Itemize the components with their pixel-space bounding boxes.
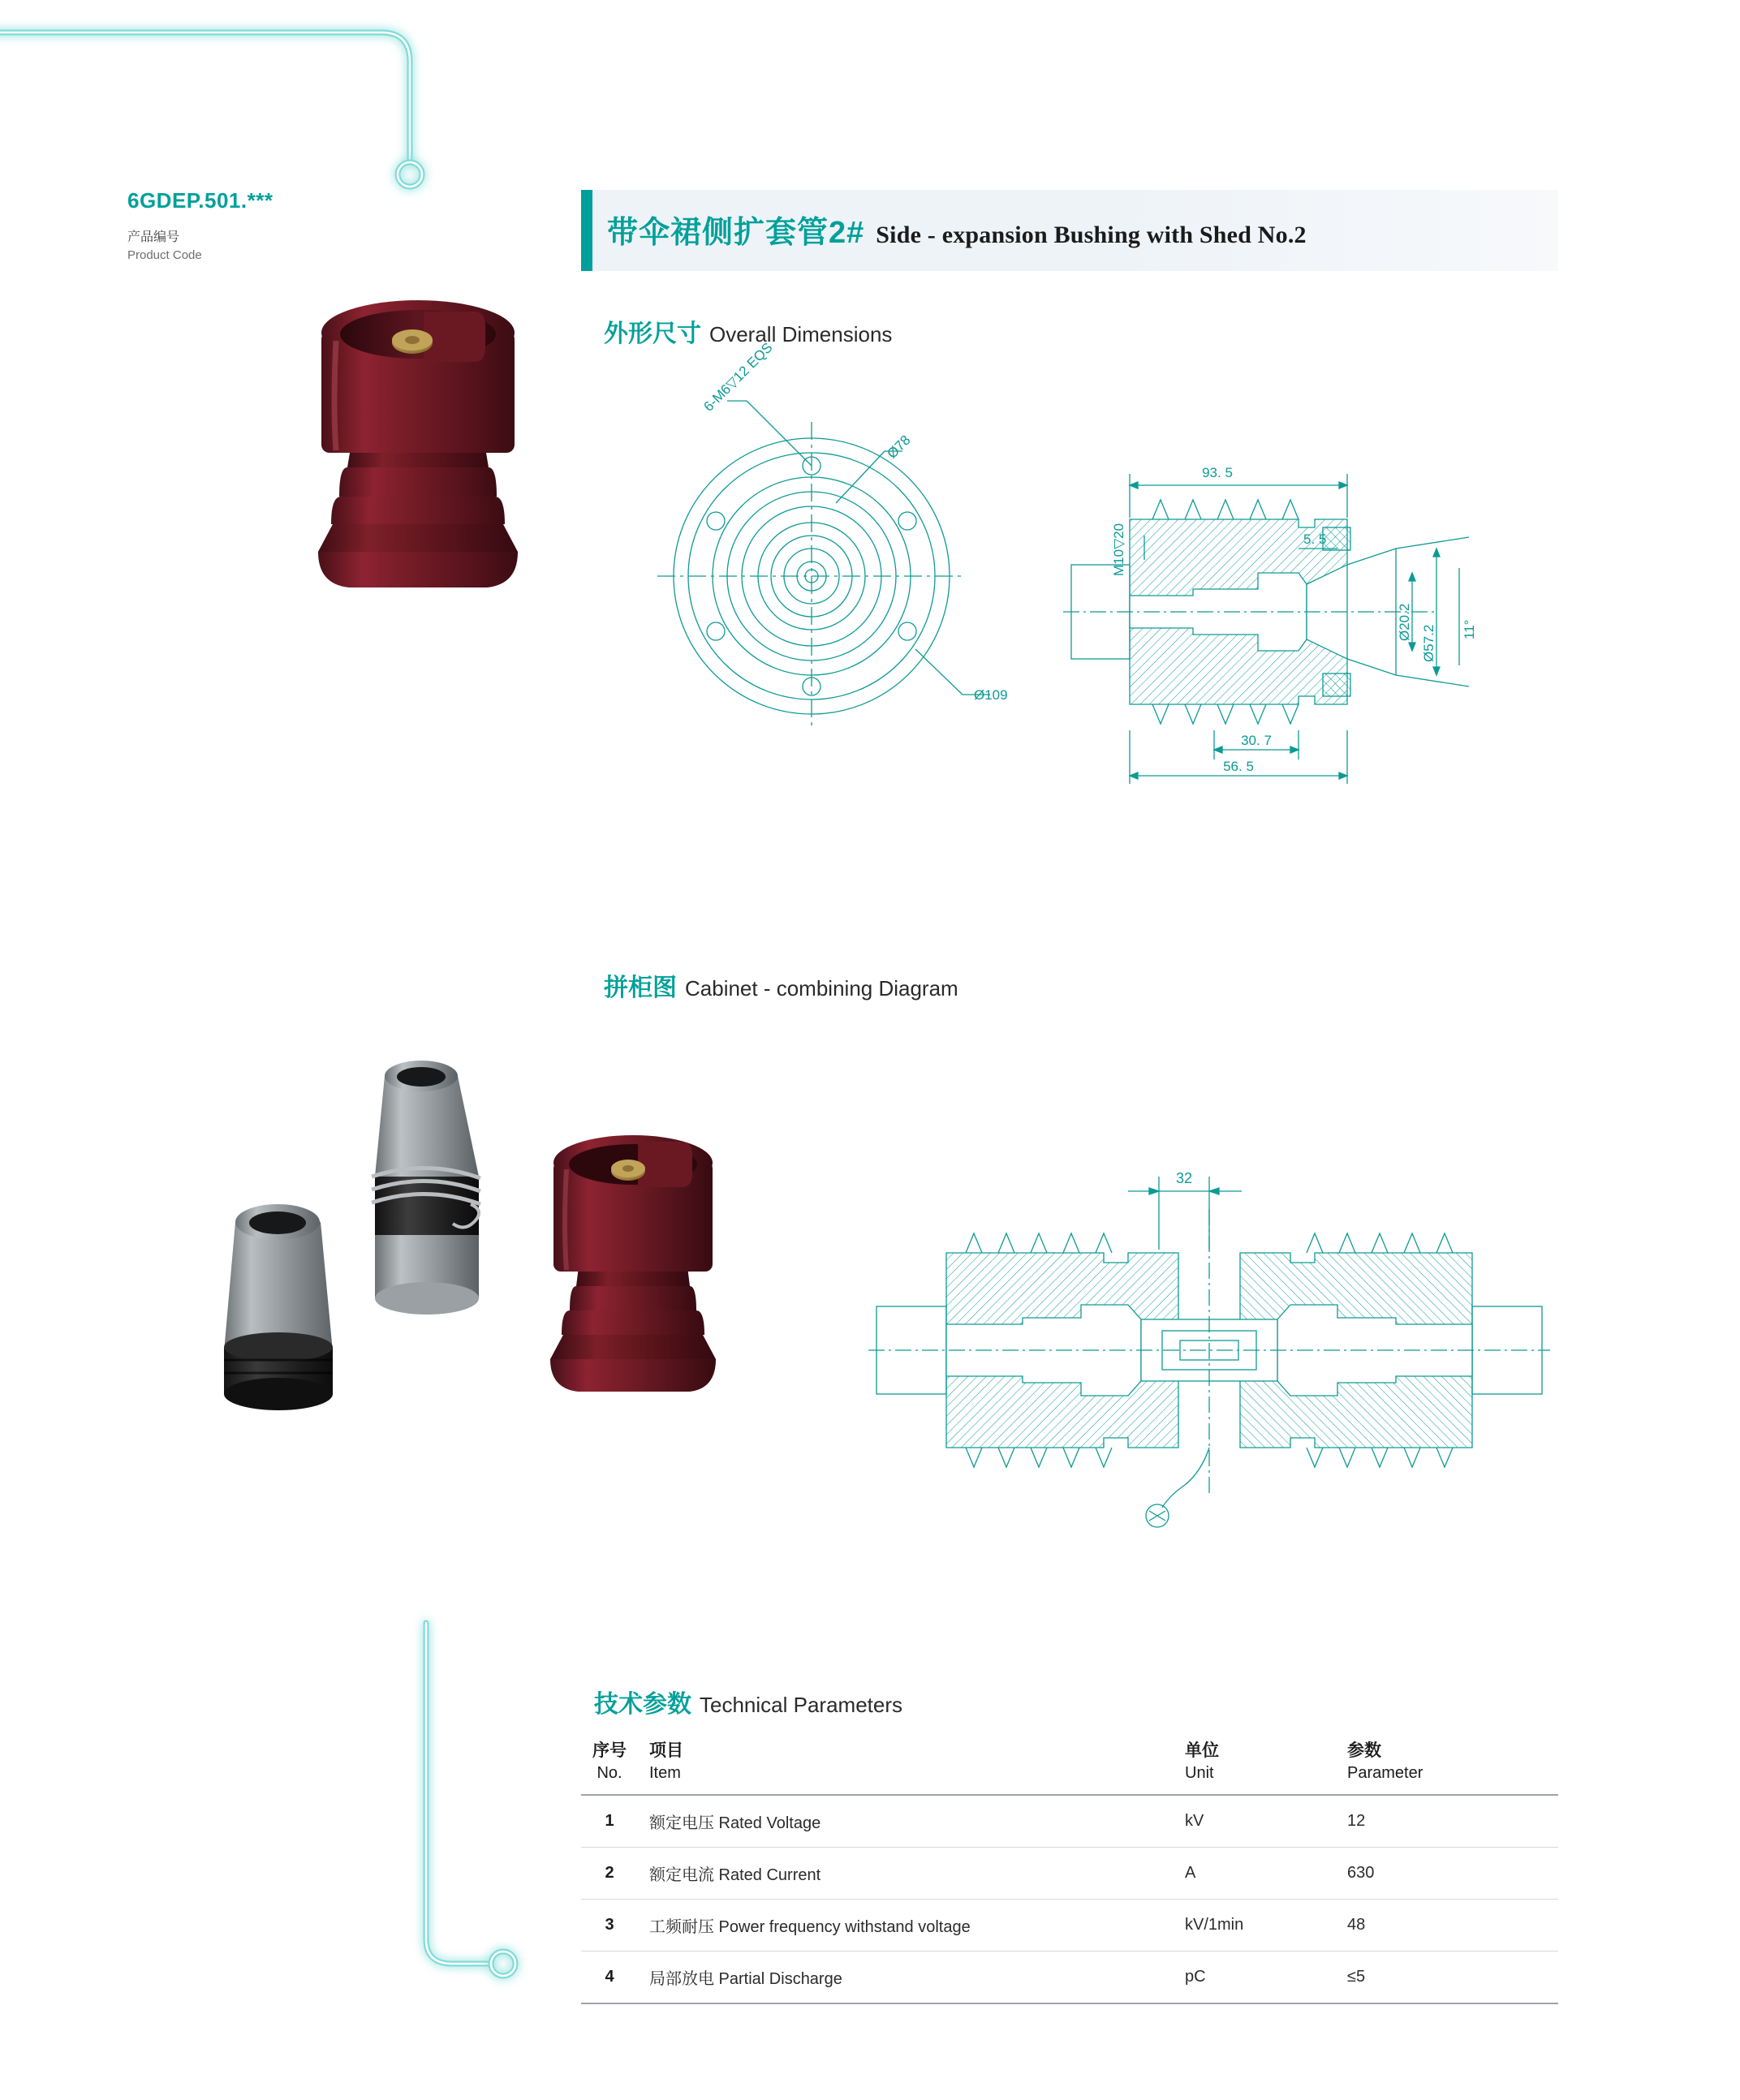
front-label-d109: Ø109 (974, 687, 1008, 703)
product-photo-main (300, 284, 536, 609)
product-photo-grey-connector-b (357, 1055, 495, 1347)
table-row (581, 1848, 1558, 1900)
table-cell-item: 局部放电 Partial Discharge (638, 1952, 1185, 2004)
table-row (581, 1900, 1558, 1952)
table-header-no-en: No. (597, 1764, 622, 1782)
table-cell-no: 3 (581, 1900, 638, 1952)
table-header-no-cn: 序号 (592, 1741, 627, 1760)
table-header-unit-cn: 单位 (1185, 1741, 1219, 1760)
table-cell-item: 工频耐压 Power frequency withstand voltage (638, 1900, 1185, 1952)
page-title-cn: 带伞裙侧扩套管2# (607, 216, 865, 250)
side-label-d57-2: Ø57.2 (1421, 624, 1436, 662)
table-cell-item: 额定电压 Rated Voltage (638, 1795, 1185, 1848)
technical-drawing-front-view (649, 339, 1039, 755)
table-header-item-cn: 项目 (649, 1741, 683, 1760)
section-heading-dimensions-cn: 外形尺寸 (604, 321, 701, 347)
side-label-5-5: 5. 5 (1303, 531, 1327, 547)
front-label-thread: 6-M6▽12 EQS (700, 339, 776, 415)
table-header-item-en: Item (649, 1764, 681, 1782)
section-heading-dimensions-en: Overall Dimensions (709, 322, 893, 346)
section-heading-parameters (594, 1684, 902, 1719)
side-label-30-7: 30. 7 (1241, 733, 1272, 748)
front-label-d78: Ø78 (884, 432, 914, 462)
section-heading-cabinet-en: Cabinet - combining Diagram (685, 976, 958, 1001)
table-header-parameter (1347, 1732, 1558, 1795)
table-cell-no: 4 (581, 1952, 638, 2004)
table-cell-no: 1 (581, 1795, 638, 1848)
table-cell-parameter: ≤5 (1347, 1952, 1558, 2004)
table-header-unit-en: Unit (1185, 1764, 1214, 1782)
table-cell-item: 额定电流 Rated Current (638, 1848, 1185, 1900)
decorative-glow-line-top (0, 8, 454, 187)
product-code-label-en: Product Code (127, 248, 202, 262)
product-code-label-cn: 产品编号 (127, 230, 180, 244)
table-cell-unit: kV/1min (1185, 1900, 1347, 1952)
table-cell-no: 2 (581, 1848, 638, 1900)
table-cell-parameter: 630 (1347, 1848, 1558, 1900)
header-accent-bar (581, 190, 592, 271)
product-photo-red-bushing-2 (536, 1116, 730, 1408)
table-header-item (638, 1732, 1185, 1795)
product-code-block (127, 188, 468, 262)
table-cell-unit: kV (1185, 1795, 1347, 1848)
technical-drawing-cabinet (860, 1144, 1558, 1550)
section-heading-cabinet (604, 967, 958, 1003)
decorative-glow-line-bottom (357, 1615, 560, 2020)
table-row (581, 1795, 1558, 1848)
product-photo-grey-connector-a (211, 1193, 345, 1420)
side-label-angle: 11° (1462, 619, 1477, 639)
table-header-parameter-en: Parameter (1347, 1764, 1423, 1782)
table-header-no (581, 1732, 638, 1795)
side-label-56-5: 56. 5 (1223, 759, 1254, 774)
cabinet-label-32: 32 (1175, 1170, 1193, 1186)
table-cell-unit: A (1185, 1848, 1347, 1900)
side-label-length: 93. 5 (1202, 465, 1233, 480)
technical-drawing-side-view (1055, 422, 1558, 811)
table-cell-parameter: 12 (1347, 1795, 1558, 1848)
table-cell-unit: pC (1185, 1952, 1347, 2004)
section-heading-dimensions (604, 313, 892, 349)
page-title-en: Side - expansion Bushing with Shed No.2 (876, 222, 1307, 248)
side-label-m10: M10▽20 (1111, 523, 1126, 576)
technical-parameters-table (581, 1732, 1558, 2004)
table-header-unit (1185, 1732, 1347, 1795)
table-row (581, 1952, 1558, 2004)
table-header-parameter-cn: 参数 (1347, 1741, 1381, 1760)
page-title (607, 207, 1307, 252)
section-heading-parameters-en: Technical Parameters (700, 1693, 902, 1717)
section-heading-parameters-cn: 技术参数 (594, 1691, 691, 1718)
table-cell-parameter: 48 (1347, 1900, 1558, 1952)
table-header-row (581, 1732, 1558, 1795)
product-code: 6GDEP.501.*** (127, 188, 273, 213)
section-heading-cabinet-cn: 拼柜图 (604, 975, 677, 1001)
side-label-d20-2: Ø20.2 (1397, 603, 1412, 641)
